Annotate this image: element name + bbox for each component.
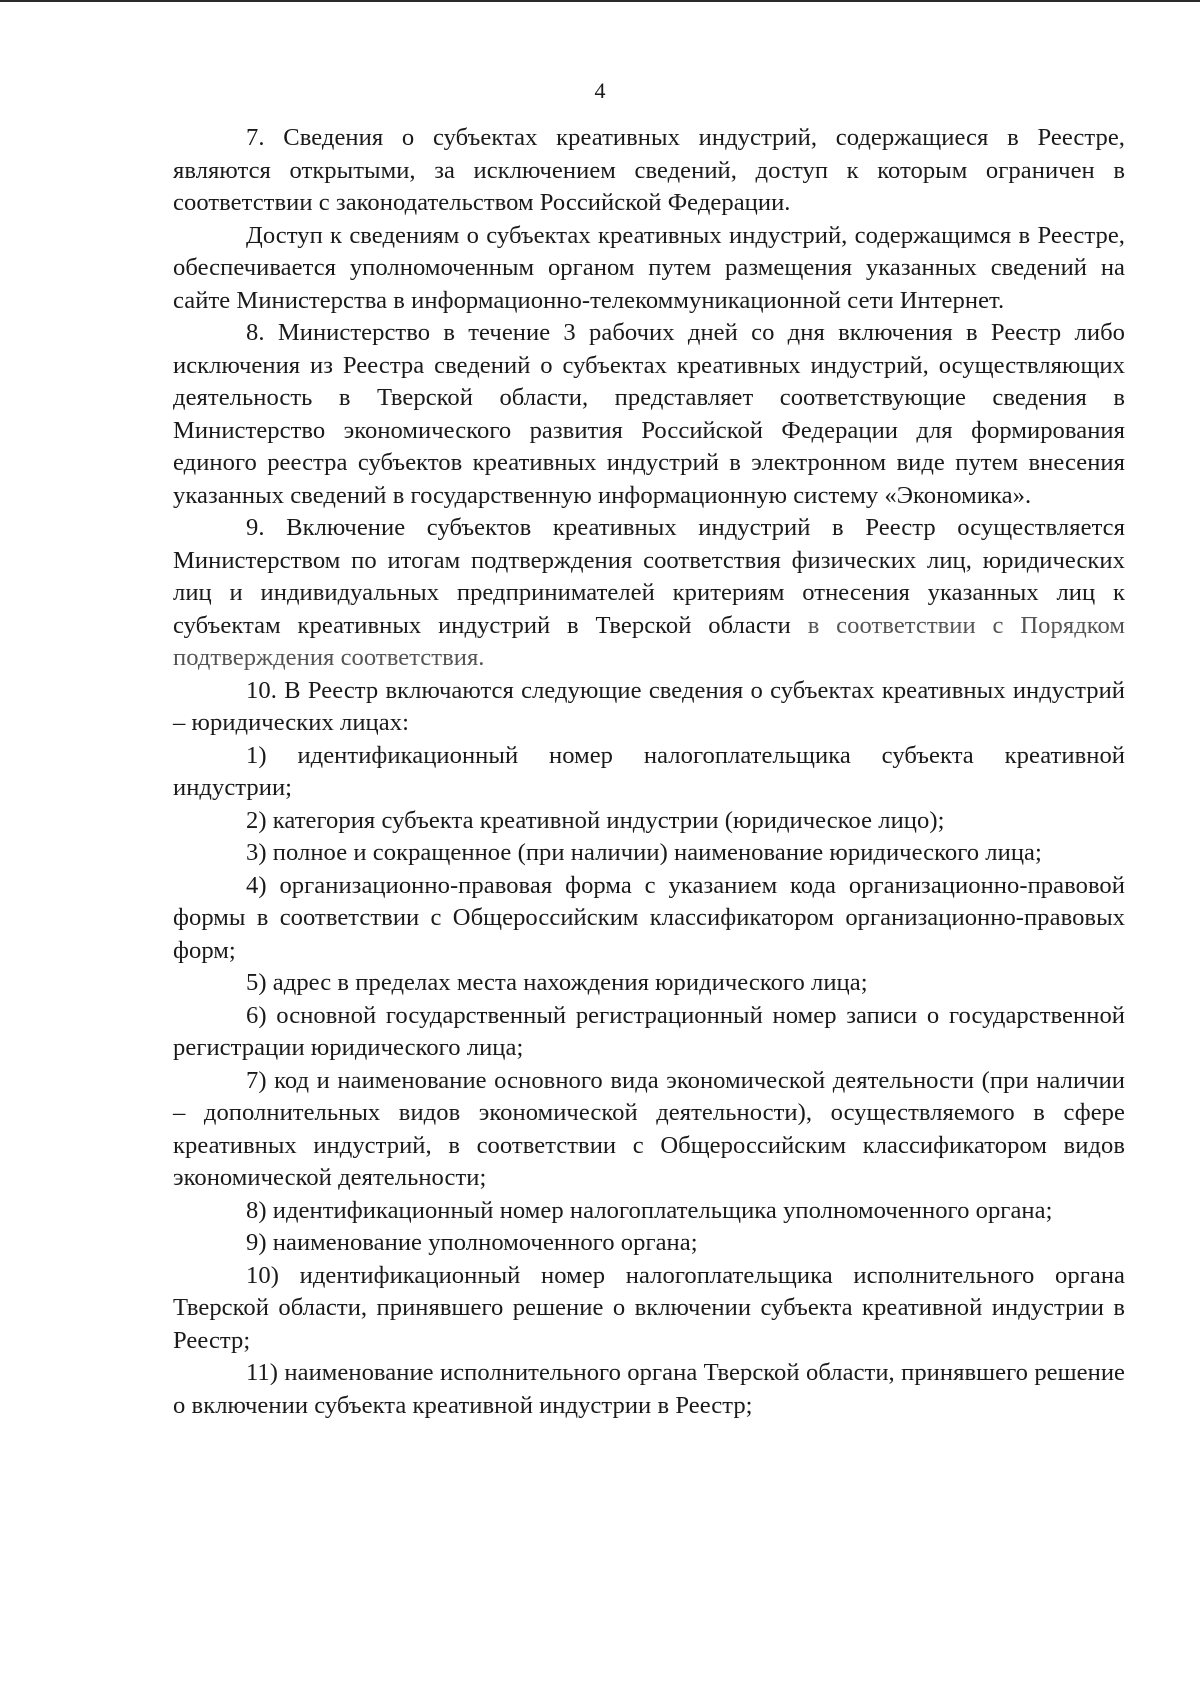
paragraph-9: 9. Включение субъектов креативных индустрий в Реестр осуществляется Министерством по итогам подтверждения соответствия физических лиц, юридических лиц и индивидуальных предпринимателей критериям отнесения указанных лиц к субъектам креативных индустрий в Тверской области в соответствии с Порядком подтверждения соответствия. <box>173 514 1125 671</box>
paragraph-7: 7. Сведения о субъектах креативных индустрий, содержащиеся в Реестре, являются открытыми, за исключением сведений, доступ к которым ограничен в соответствии с законодательством Российской Федерации. <box>173 124 1125 216</box>
list-item-3: 3) полное и сокращенное (при наличии) наименование юридического лица; <box>246 839 1042 866</box>
document-body <box>173 122 1125 1422</box>
list-item-5: 5) адрес в пределах места нахождения юридического лица; <box>246 969 868 996</box>
list-item-2: 2) категория субъекта креативной индустрии (юридическое лицо); <box>246 806 945 834</box>
list-item-10: 10) идентификационный номер налогоплательщика исполнительного органа Тверской области, принявшего решение о включении субъекта креативной индустрии в Реестр; <box>173 1261 1125 1354</box>
list-item-9: 9) наименование уполномоченного органа; <box>246 1229 698 1256</box>
list-item-6: 6) основной государственный регистрационный номер записи о государственной регистрации юридического лица; <box>173 1001 1125 1061</box>
list-item-7: 7) код и наименование основного вида экономической деятельности (при наличии – дополнительных видов экономической деятельности), осуществляемого в сфере креативных индустрий, в соответствии с Общероссийским классификатором видов экономической деятельности; <box>173 1066 1125 1191</box>
list-item-8: 8) идентификационный номер налогоплательщика уполномоченного органа; <box>246 1196 1053 1224</box>
scan-top-edge <box>0 0 1200 2</box>
paragraph-10: 10. В Реестр включаются следующие сведения о субъектах креативных индустрий – юридических лицах: <box>173 676 1125 736</box>
paragraph-8: 8. Министерство в течение 3 рабочих дней со дня включения в Реестр либо исключения из Реестра сведений о субъектах креативных индустрий, осуществляющих деятельность в Тверской области, представляет соответствующие сведения в Министерство экономического развития Российской Федерации для формирования единого реестра субъектов креативных индустрий в электронном виде путем внесения указанных сведений в государственную информационную систему «Экономика». <box>173 319 1125 509</box>
paragraph-7-access: Доступ к сведениям о субъектах креативных индустрий, содержащимся в Реестре, обеспечивается уполномоченным органом путем размещения указанных сведений на сайте Министерства в информационно-телекоммуникационной сети Интернет. <box>173 221 1125 314</box>
list-item-4: 4) организационно-правовая форма с указанием кода организационно-правовой формы в соответствии с Общероссийским классификатором организационно-правовых форм; <box>173 871 1125 964</box>
paragraph-9-tail: в соответствии с Порядком подтверждения соответствия. <box>173 611 1125 671</box>
list-item-1: 1) идентификационный номер налогоплательщика субъекта креативной индустрии; <box>173 741 1125 801</box>
page-number: 4 <box>594 78 606 103</box>
list-item-11: 11) наименование исполнительного органа Тверской области, принявшего решение о включении субъекта креативной индустрии в Реестр; <box>173 1359 1125 1419</box>
